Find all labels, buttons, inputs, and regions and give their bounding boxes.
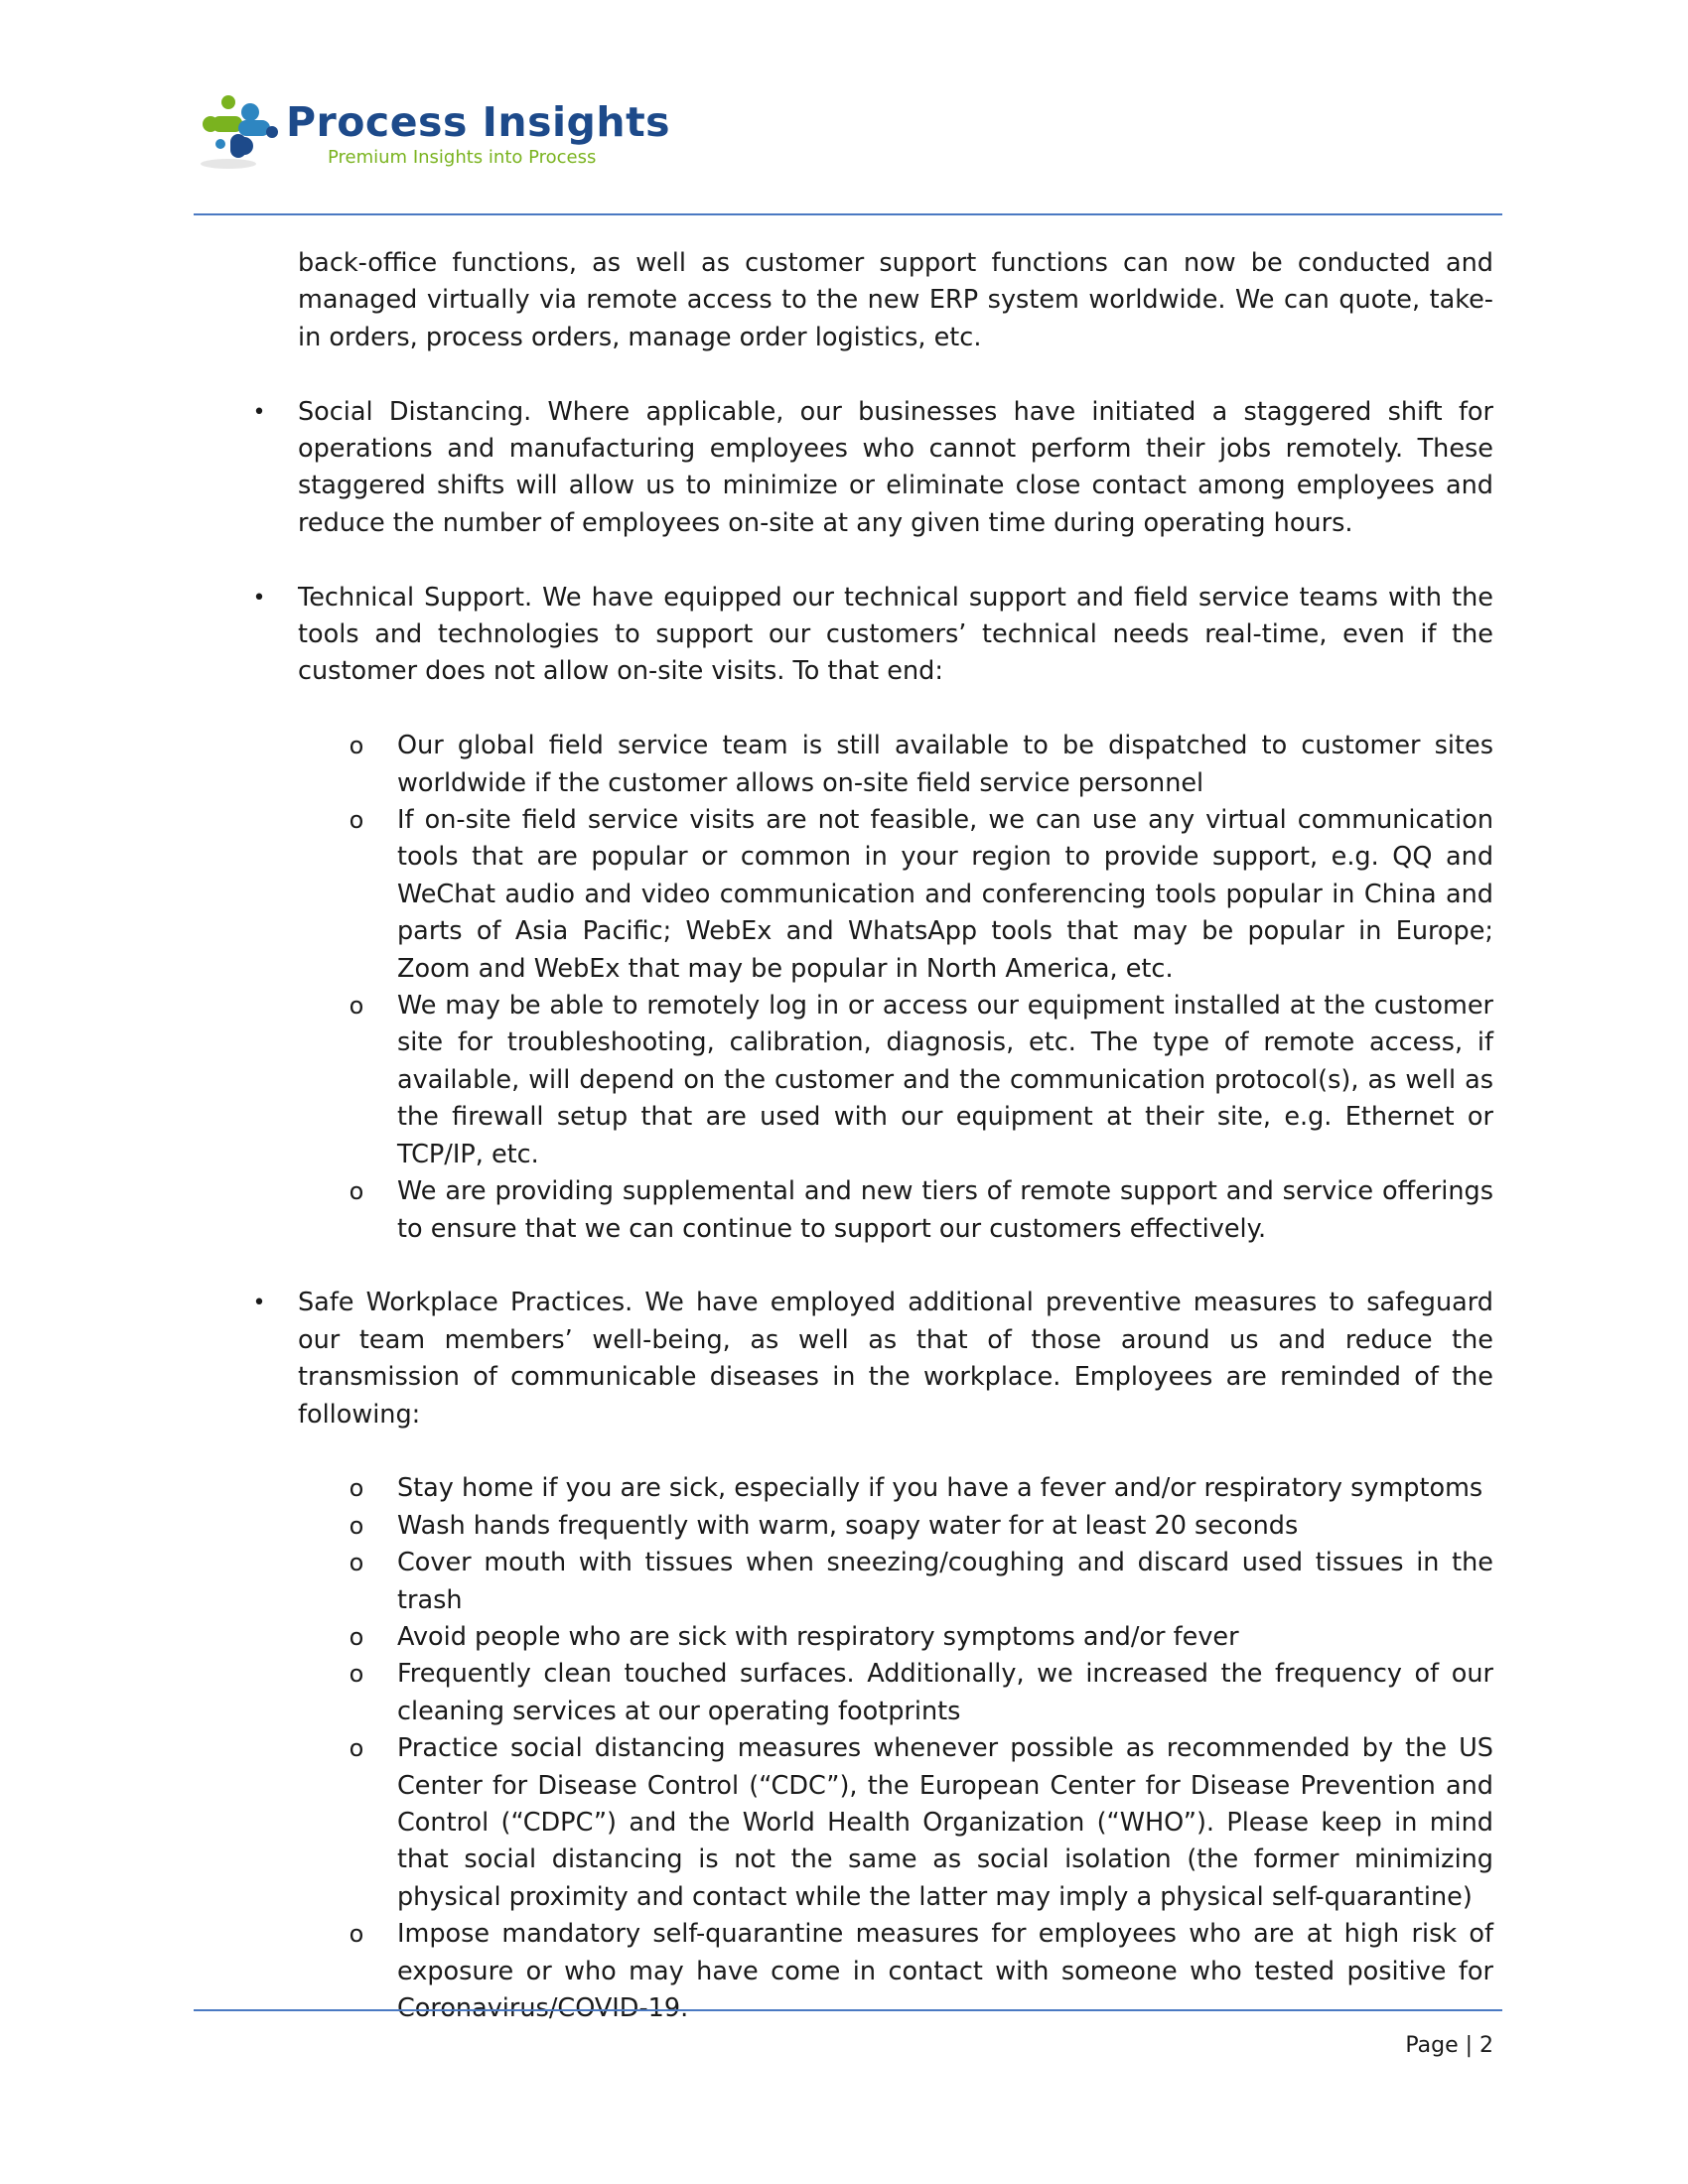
process-insights-logo-icon	[199, 94, 293, 174]
bullet-text: Social Distancing. Where applicable, our businesses have initiated a staggered shift for operations and manufacturing employees who cannot perform their jobs remotely. These staggered shifts will allow us to minimize or eliminate close contact among employees and reduce the number of employees on-site at any given time during operating hours.	[298, 396, 1493, 538]
bullet-social-distancing	[252, 394, 1493, 543]
sub-bullet-marker: o	[349, 1549, 364, 1577]
header-divider	[194, 213, 1502, 215]
list-item-text: Cover mouth with tissues when sneezing/coughing and discard used tissues in the trash	[397, 1548, 1493, 1615]
list-item-text: We are providing supplemental and new tiers of remote support and service offerings to ensure that we can continue to support our customers effectively.	[397, 1176, 1493, 1244]
sub-bullet-marker: o	[349, 1511, 364, 1540]
list-item-text: If on-site field service visits are not feasible, we can use any virtual communication tools that are popular or common in your region to provide support, e.g. QQ and WeChat audio and video communication and conferencing tools popular in China and parts of Asia Pacific; WebEx and WhatsApp tools that may be popular in Europe; Zoom and WebEx that may be popular in North America, etc.	[397, 805, 1493, 984]
sub-bullet-marker: o	[349, 1474, 364, 1503]
list-item	[349, 1619, 1493, 1656]
sub-bullet-marker: o	[349, 1734, 364, 1763]
sub-bullet-marker: o	[349, 992, 364, 1021]
sub-bullet-marker: o	[349, 1660, 364, 1689]
list-item-text: We may be able to remotely log in or access our equipment installed at the customer site for troubleshooting, calibration, diagnosis, etc. The type of remote access, if available, will depend on the customer and the communication protocol(s), as well as the firewall setup that are used with our equipment at their site, e.g. Ethernet or TCP/IP, etc.	[397, 991, 1493, 1169]
list-item	[349, 1470, 1493, 1507]
bullet-text: Technical Support. We have equipped our technical support and field service teams with the tools and technologies to support our customers’ technical needs real-time, even if the customer does not allow on-site visits. To that end:	[298, 582, 1493, 687]
list-item	[349, 1508, 1493, 1545]
sub-bullet-marker: o	[349, 806, 364, 835]
page-header	[199, 94, 755, 174]
sub-bullet-marker: o	[349, 732, 364, 760]
list-item-text: Avoid people who are sick with respiratory symptoms and/or fever	[397, 1621, 1239, 1652]
sub-bullet-marker: o	[349, 1920, 364, 1949]
sub-bullet-marker: o	[349, 1622, 364, 1651]
list-item	[349, 802, 1493, 988]
list-item	[349, 1730, 1493, 1916]
list-item	[349, 1656, 1493, 1730]
bullet-text: Safe Workplace Practices. We have employed additional preventive measures to safeguard our team members’ well-being, as well as that of those around us and reduce the transmission of communicable diseases in the workplace. Employees are reminded of the following:	[298, 1288, 1493, 1430]
brand-name: Process Insights	[286, 98, 671, 146]
list-item	[349, 728, 1493, 802]
page-number: Page | 2	[1405, 2033, 1493, 2058]
bullet-technical-support	[252, 580, 1493, 691]
list-item-text: Stay home if you are sick, especially if you have a fever and/or respiratory symptoms	[397, 1473, 1483, 1504]
list-item	[349, 1545, 1493, 1619]
list-item	[349, 1173, 1493, 1248]
list-item-text: Frequently clean touched surfaces. Additionally, we increased the frequency of our cleaning services at our operating footprints	[397, 1659, 1493, 1726]
list-item	[349, 988, 1493, 1173]
bullet-safe-workplace-practices	[252, 1285, 1493, 1433]
page-body	[252, 245, 1493, 2027]
list-item-text: Wash hands frequently with warm, soapy water for at least 20 seconds	[397, 1510, 1299, 1541]
intro-paragraph: back-office functions, as well as customer support functions can now be conducted and managed virtually via remote access to the new ERP system worldwide. We can quote, take-in orders, process orders, manage order logistics, etc.	[298, 248, 1493, 352]
list-item-text: Our global field service team is still available to be dispatched to customer sites worldwide if the customer allows on-site field service personnel	[397, 731, 1493, 798]
bullet-marker: •	[252, 585, 266, 611]
brand-tagline: Premium Insights into Process	[328, 147, 597, 168]
list-item-text: Impose mandatory self-quarantine measures for employees who are at high risk of exposure or who may have come in contact with someone who tested positive for Coronavirus/COVID-19.	[397, 1919, 1493, 2024]
bullet-marker: •	[252, 399, 266, 425]
sub-bullet-marker: o	[349, 1177, 364, 1206]
footer-divider	[194, 2009, 1502, 2011]
list-item-text: Practice social distancing measures whenever possible as recommended by the US Center for Disease Control (“CDC”), the European Center for Disease Prevention and Control (“CDPC”) and the World Health Organization (“WHO”). Please keep in mind that social distancing is not the same as social isolation (the former minimizing physical proximity and contact while the latter may imply a physical self-quarantine)	[397, 1733, 1493, 1912]
bullet-marker: •	[252, 1291, 266, 1316]
